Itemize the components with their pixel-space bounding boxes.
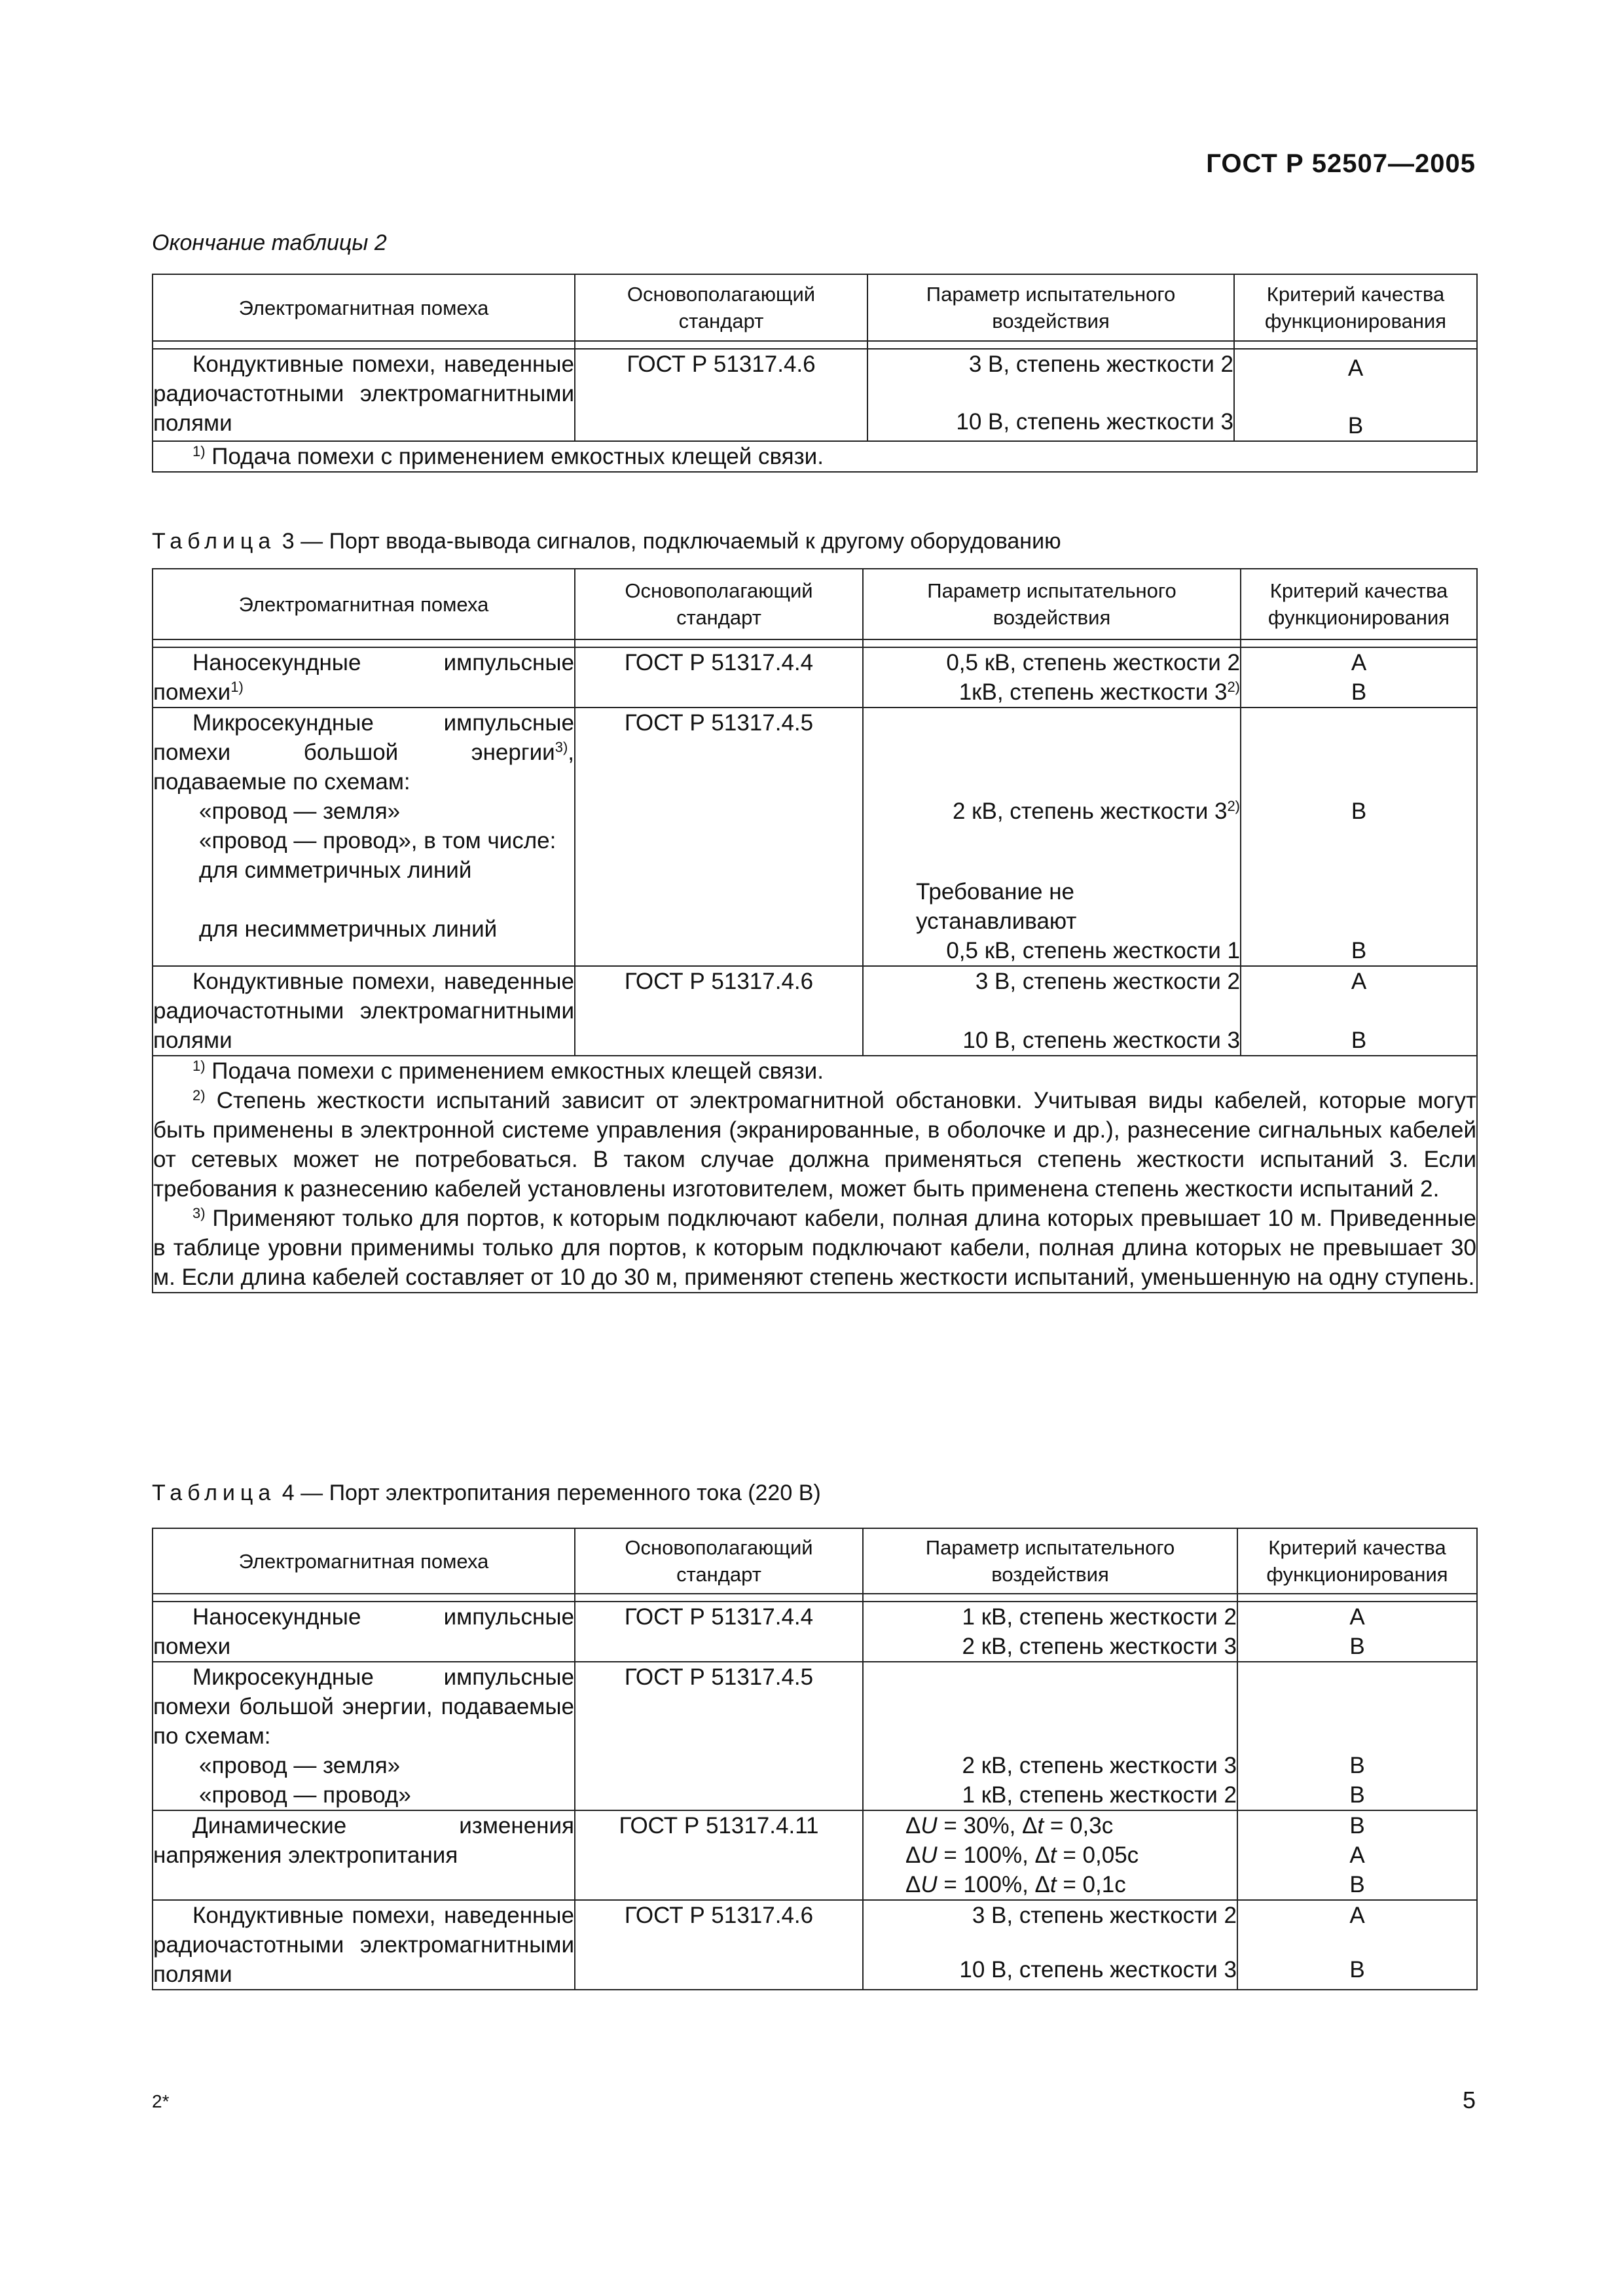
footnote-2: $^{2)}$ Степень жесткости испытаний зависит от электромагнитной обстановки. Учитывая виды кабелей, которые могут быть применены в электронной системе управления (экранированные, в оболочке и др.), разнесение сигнальных кабелей от сетевых может не потребоваться. В таком случае должна применяться степень жесткости испытаний 3. Если требования к разнесению кабелей установлены изготовителем, может быть применена степень жесткости испытаний 2. xyxy=(153,1087,1476,1202)
col-header-emi: Электромагнитная помеха xyxy=(153,1528,575,1594)
col-header-param: Параметр испытательного воздействия xyxy=(863,1528,1237,1594)
criterion: B xyxy=(1351,798,1367,824)
table-row xyxy=(153,1900,1477,1990)
col-header-standard: Основополагающий стандарт xyxy=(575,569,863,639)
test-param: 0,5 кВ, степень жесткости 2 xyxy=(946,650,1240,675)
test-param: 2 кВ, степень жесткости 3 xyxy=(962,1753,1237,1778)
footnote-3: $^{3)}$ Применяют только для портов, к которым подключают кабели, полная длина которых превышает 10 м. Приведенные в таблице уровни применимы только для портов, к которым подключают кабели, полная длина которых не превышает 30 м. Если длина кабелей составляет от 10 до 30 м, применяют степень жесткости испытаний, уменьшенную на одну ступень. xyxy=(153,1205,1476,1290)
criterion: B xyxy=(1351,938,1367,963)
col-header-emi: Электромагнитная помеха xyxy=(153,569,575,639)
table-row xyxy=(153,966,1477,1056)
test-param: 3 В, степень жесткости 2 xyxy=(968,351,1233,377)
criterion: A xyxy=(1347,355,1364,381)
scheme-item: «провод — провод», в том числе: xyxy=(199,828,556,853)
criterion: A xyxy=(1349,1842,1365,1868)
standard-ref: ГОСТ Р 51317.4.6 xyxy=(624,969,814,994)
table3-caption: Таблица 3 — Порт ввода-вывода сигналов, подключаемый к другому оборудованию xyxy=(152,529,1061,554)
standard-ref: ГОСТ Р 51317.4.6 xyxy=(624,1903,814,1928)
table-notes xyxy=(153,1056,1477,1293)
emi-name: Кондуктивные помехи, наведенные радиочастотными электромагнитными полями xyxy=(153,969,574,1053)
table-row xyxy=(153,1602,1477,1662)
table4 xyxy=(152,1528,1478,1990)
document-id: ГОСТ Р 52507—2005 xyxy=(1206,149,1476,178)
emi-name: Кондуктивные помехи, наведенные радиочастотными электромагнитными полями xyxy=(153,351,574,436)
standard-ref: ГОСТ Р 51317.4.5 xyxy=(624,710,814,736)
test-param: ΔU = 30%, Δt = 0,3с xyxy=(905,1813,1114,1839)
standard-ref: ГОСТ Р 51317.4.11 xyxy=(619,1813,819,1839)
emi-name: Микросекундные импульсные помехи большой энергии, подаваемые по схемам: xyxy=(153,1664,574,1749)
criterion: B xyxy=(1349,1872,1365,1897)
table2-caption: Окончание таблицы 2 xyxy=(152,230,387,255)
emi-name: Микросекундные импульсные помехи большой энергии$^{3)}$, подаваемые по схемам: xyxy=(153,710,574,795)
page-number: 5 xyxy=(1462,2087,1476,2113)
test-param: 0,5 кВ, степень жесткости 1 xyxy=(946,938,1240,963)
criterion: B xyxy=(1349,1634,1365,1659)
test-param: 1кВ, степень жесткости 3$^{2)}$ xyxy=(958,679,1240,705)
test-param: Требование не устанавливают xyxy=(916,879,1077,934)
test-param: 3 В, степень жесткости 2 xyxy=(972,1903,1237,1928)
emi-name: Наносекундные импульсные помехи$^{1)}$ xyxy=(153,650,574,705)
table-row xyxy=(153,1810,1477,1900)
criterion: B xyxy=(1349,1782,1365,1808)
criterion: A xyxy=(1349,1903,1365,1928)
table4-caption: Таблица 4 — Порт электропитания переменного тока (220 В) xyxy=(152,1480,821,1505)
standard-ref: ГОСТ Р 51317.4.4 xyxy=(624,1604,814,1630)
criterion: B xyxy=(1351,1028,1367,1053)
criterion: A xyxy=(1351,969,1367,994)
test-param: 10 В, степень жесткости 3 xyxy=(956,409,1233,435)
test-param: 1 кВ, степень жесткости 2 xyxy=(962,1604,1237,1630)
test-param: 3 В, степень жесткости 2 xyxy=(975,969,1240,994)
table-row xyxy=(153,1662,1477,1810)
test-param: ΔU = 100%, Δt = 0,1с xyxy=(905,1872,1126,1897)
emi-name: Динамические изменения напряжения электропитания xyxy=(153,1813,574,1868)
col-header-criterion: Критерий качества функционирования xyxy=(1234,274,1477,341)
test-param: 2 кВ, степень жесткости 3 xyxy=(962,1634,1237,1659)
table-row xyxy=(153,708,1477,966)
test-param: 10 В, степень жесткости 3 xyxy=(962,1028,1240,1053)
col-header-emi: Электромагнитная помеха xyxy=(153,274,575,341)
standard-ref: ГОСТ Р 51317.4.6 xyxy=(627,351,816,377)
scheme-item: «провод — провод» xyxy=(199,1782,411,1808)
standard-ref: ГОСТ Р 51317.4.4 xyxy=(624,650,814,675)
table3 xyxy=(152,568,1478,1293)
scheme-item: «провод — земля» xyxy=(199,1753,401,1778)
criterion: B xyxy=(1351,679,1367,705)
table-row xyxy=(153,647,1477,708)
test-param: 2 кВ, степень жесткости 3$^{2)}$ xyxy=(952,798,1240,824)
test-param: ΔU = 100%, Δt = 0,05с xyxy=(905,1842,1139,1868)
criterion: B xyxy=(1347,413,1364,439)
standard-ref: ГОСТ Р 51317.4.5 xyxy=(624,1664,814,1690)
criterion: A xyxy=(1351,650,1367,675)
table-row xyxy=(153,349,1477,441)
emi-name: Наносекундные импульсные помехи xyxy=(153,1604,574,1659)
col-header-param: Параметр испытательного воздействия xyxy=(867,274,1234,341)
criterion: B xyxy=(1349,1957,1365,1982)
footnote-1: $^{1)}$ Подача помехи с применением емкостных клещей связи. xyxy=(192,1058,824,1084)
test-param: 1 кВ, степень жесткости 2 xyxy=(962,1782,1237,1808)
criterion: B xyxy=(1349,1753,1365,1778)
test-param: 10 В, степень жесткости 3 xyxy=(959,1957,1237,1982)
scheme-item: «провод — земля» xyxy=(199,798,401,824)
table-note: $^{1)}$ Подача помехи с применением емкостных клещей связи. xyxy=(153,441,1477,472)
col-header-standard: Основополагающий стандарт xyxy=(575,1528,863,1594)
scheme-item: для несимметричных линий xyxy=(199,916,498,942)
col-header-criterion: Критерий качества функционирования xyxy=(1237,1528,1477,1594)
criterion: A xyxy=(1349,1604,1365,1630)
col-header-criterion: Критерий качества функционирования xyxy=(1241,569,1477,639)
col-header-param: Параметр испытательного воздействия xyxy=(863,569,1241,639)
criterion: B xyxy=(1349,1813,1365,1839)
col-header-standard: Основополагающий стандарт xyxy=(575,274,867,341)
scheme-item: для симметричных линий xyxy=(199,857,472,883)
emi-name: Кондуктивные помехи, наведенные радиочастотными электромагнитными полями xyxy=(153,1903,574,1987)
table2-end xyxy=(152,274,1478,473)
signature-mark: 2* xyxy=(152,2091,170,2111)
